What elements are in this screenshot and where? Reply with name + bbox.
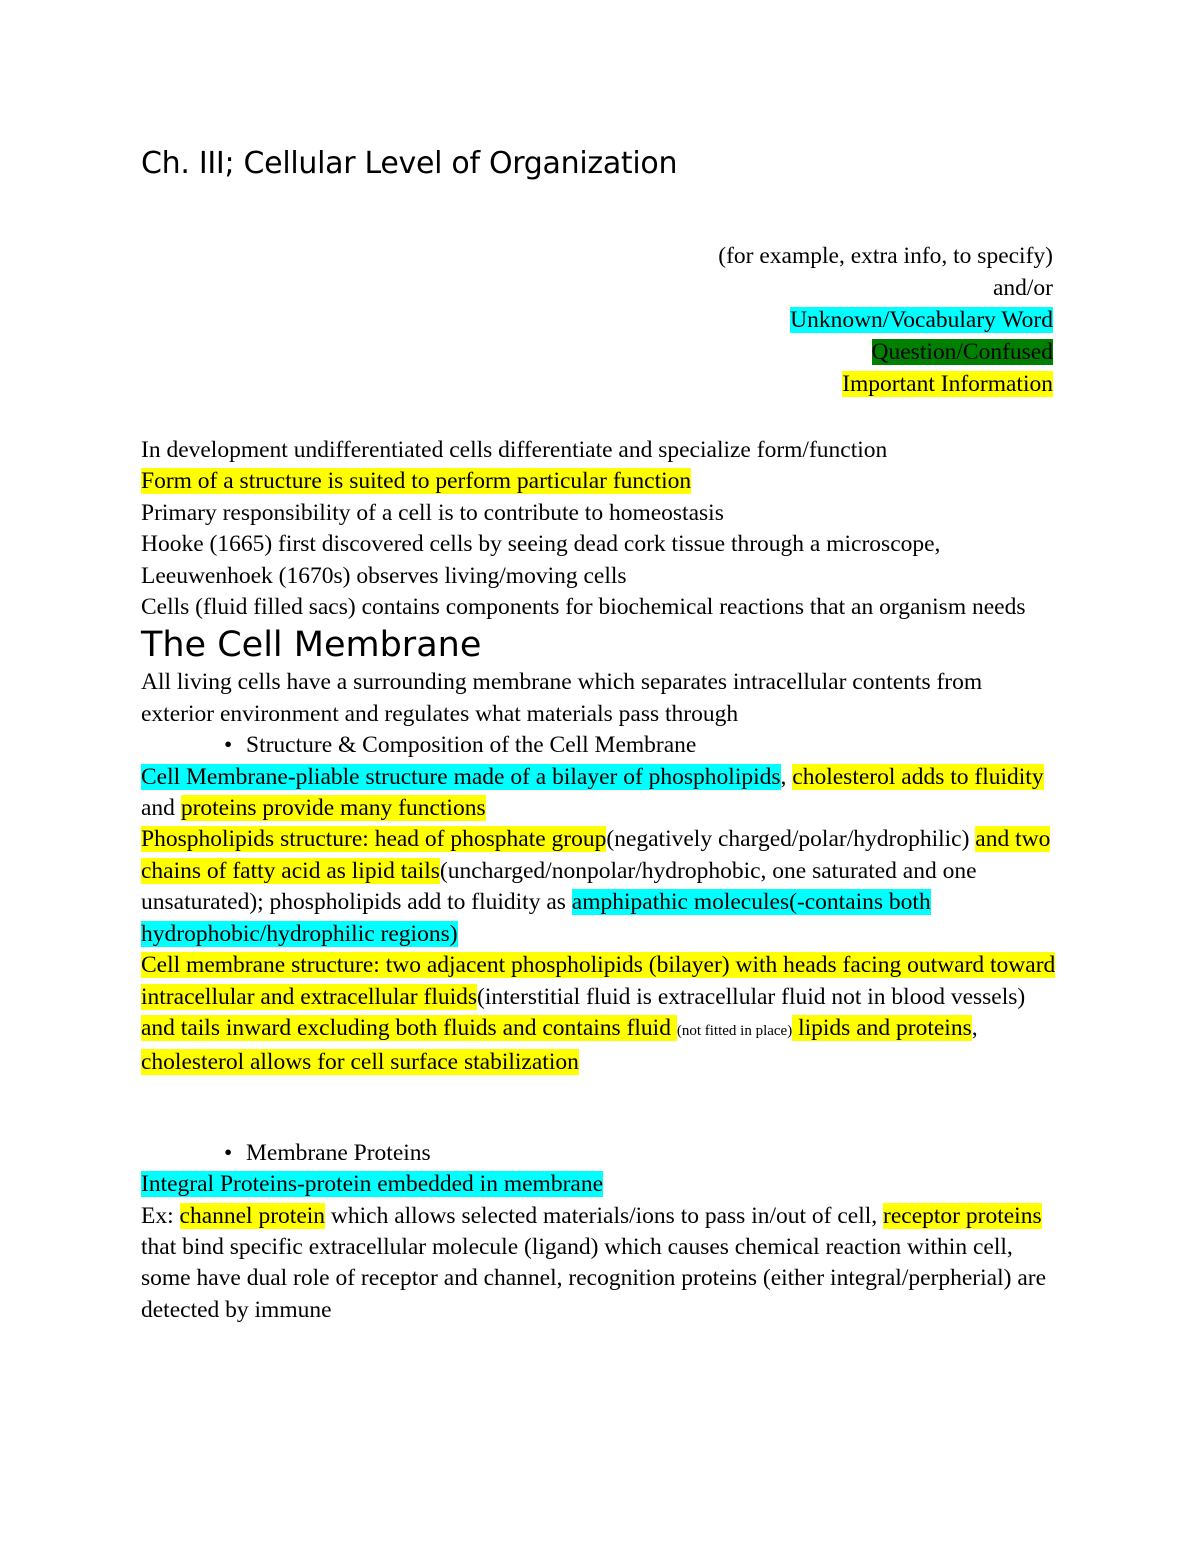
- blank-line: [141, 1109, 1061, 1138]
- page-title: Ch. III; Cellular Level of Organization: [141, 146, 678, 181]
- document-body: [141, 435, 1061, 1326]
- highlight-legend: [718, 240, 1053, 400]
- legend-question: Question/Confused: [871, 339, 1053, 365]
- proteins-paragraph-1: Integral Proteins-protein embedded in membrane: [141, 1171, 604, 1198]
- intro-line-3: Primary responsibility of a cell is to contribute to homeostasis: [141, 499, 724, 526]
- membrane-paragraph-4: Cell membrane structure: two adjacent phospholipids (bilayer) with heads facing outward toward intracellular and extracellular fluids(interstitial fluid is extracellular fluid not in blood vessels) and tails inward excluding both fluids and contains fluid (not fitted in place) lipids and proteins, cholesterol allows for cell surface stabilization: [141, 952, 1056, 1076]
- legend-example: (for example, extra info, to specify): [718, 243, 1053, 269]
- legend-important: Important Information: [842, 371, 1053, 397]
- membrane-paragraph-2: Cell Membrane-pliable structure made of a bilayer of phospholipids, cholesterol adds to fluidity and proteins provide many functions: [141, 763, 1044, 822]
- intro-line-4: Hooke (1665) first discovered cells by seeing dead cork tissue through a microscope, Leeuwenhoek (1670s) observes living/moving cells: [141, 531, 941, 589]
- intro-line-5: Cells (fluid filled sacs) contains components for biochemical reactions that an organism needs: [141, 594, 1026, 621]
- bullet-structure: • Structure & Composition of the Cell Membrane: [141, 730, 1061, 761]
- bullet-proteins: • Membrane Proteins: [141, 1138, 1061, 1169]
- intro-line-1: In development undifferentiated cells differentiate and specialize form/function: [141, 437, 888, 463]
- legend-andor: and/or: [992, 275, 1053, 301]
- membrane-paragraph-3: Phospholipids structure: head of phosphate group(negatively charged/polar/hydrophilic) and two chains of fatty acid as lipid tails(uncharged/nonpolar/hydrophobic, one saturated and one unsaturated); phospholipids add to fluidity as amphipathic molecules(-contains both hydrophobic/hydrophilic regions): [141, 826, 1051, 947]
- bullet-icon: •: [224, 732, 233, 759]
- membrane-paragraph-1: All living cells have a surrounding membrane which separates intracellular contents from exterior environment and regulates what materials pass through: [141, 669, 983, 727]
- proteins-paragraph-2: Ex: channel protein which allows selected materials/ions to pass in/out of cell, receptor proteins that bind specific extracellular molecule (ligand) which causes chemical reaction within cell, some have dual role of receptor and channel, recognition proteins (either integral/perpherial) are detected by immune: [141, 1202, 1047, 1323]
- blank-line: [141, 1079, 1061, 1109]
- section-heading: The Cell Membrane: [141, 625, 482, 666]
- legend-vocab: Unknown/Vocabulary Word: [790, 307, 1053, 333]
- intro-line-2: Form of a structure is suited to perform particular function: [141, 468, 692, 495]
- bullet-icon: •: [224, 1139, 233, 1166]
